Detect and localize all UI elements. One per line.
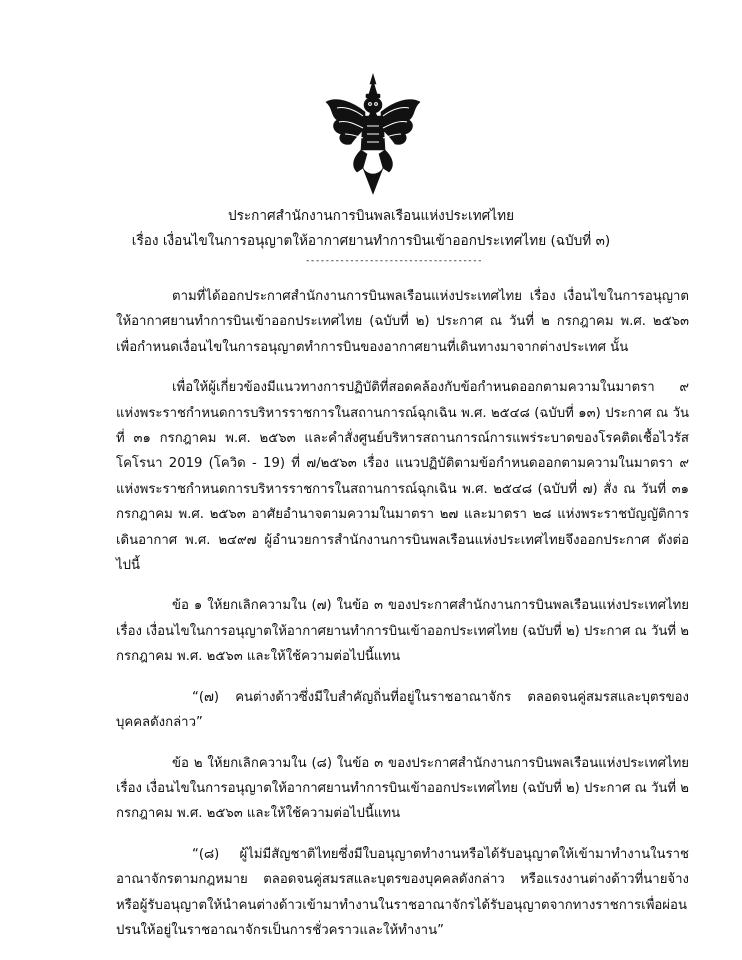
- document-title: ประกาศสำนักงานการบินพลเรือนแห่งประเทศไทย: [227, 208, 515, 224]
- document-body: [116, 284, 689, 958]
- header-block: [0, 204, 742, 254]
- clause-2: ข้อ ๒ ให้ยกเลิกความใน (๘) ในข้อ ๓ ของประกาศสำนักงานการบินพลเรือนแห่งประเทศไทย เรื่อง เงื่อนไขในการอนุญาตให้อากาศยานทำการบินเข้าออกประเทศไทย (ฉบับที่ ๒) ประกาศ ณ วันที่ ๒ กรกฎาคม พ.ศ. ๒๕๖๓ และให้ใช้ความต่อไปนี้แทน: [116, 755, 689, 822]
- title-divider: ------------------------------------: [305, 256, 483, 266]
- clause-1-quote: “(๗) คนต่างด้าวซึ่งมีใบสำคัญถิ่นที่อยู่ในราชอาณาจักร ตลอดจนคู่สมรสและบุตรของบุคคลดังกล่าว”: [116, 689, 689, 731]
- garuda-emblem-icon: [323, 72, 423, 196]
- clause-1: ข้อ ๑ ให้ยกเลิกความใน (๗) ในข้อ ๓ ของประกาศสำนักงานการบินพลเรือนแห่งประเทศไทย เรื่อง เงื่อนไขในการอนุญาตให้อากาศยานทำการบินเข้าออกประเทศไทย (ฉบับที่ ๒) ประกาศ ณ วันที่ ๒ กรกฎาคม พ.ศ. ๒๕๖๓ และให้ใช้ความต่อไปนี้แทน: [116, 598, 689, 665]
- clause-2-quote: “(๘) ผู้ไม่มีสัญชาติไทยซึ่งมีใบอนุญาตทำงานหรือได้รับอนุญาตให้เข้ามาทำงานในราชอาณาจักรตามกฎหมาย ตลอดจนคู่สมรสและบุตรของบุคคลดังกล่าว หรือแรงงานต่างด้าวที่นายจ้างหรือผู้รับอนุญาตให้นำคนต่างด้าวเข้ามาทำงานในราชอาณาจักรได้รับอนุญาตจากทางราชการเพื่อผ่อนปรนให้อยู่ในราชอาณาจักรเป็นการชั่วคราวและให้ทำงาน”: [116, 846, 689, 938]
- paragraph-authority: เพื่อให้ผู้เกี่ยวข้องมีแนวทางการปฏิบัติที่สอดคล้องกับข้อกำหนดออกตามความในมาตรา ๙ แห่งพระราชกำหนดการบริหารราชการในสถานการณ์ฉุกเฉิน พ.ศ. ๒๕๔๘ (ฉบับที่ ๑๓) ประกาศ ณ วันที่ ๓๑ กรกฎาคม พ.ศ. ๒๕๖๓ และคำสั่งศูนย์บริหารสถานการณ์การแพร่ระบาดของโรคติดเชื้อไวรัสโคโรนา 2019 (โควิด - 19) ที่ ๗/๒๕๖๓ เรื่อง แนวปฏิบัติตามข้อกำหนดออกตามความในมาตรา ๙ แห่งพระราชกำหนดการบริหารราชการในสถานการณ์ฉุกเฉิน พ.ศ. ๒๕๔๘ (ฉบับที่ ๗) สั่ง ณ วันที่ ๓๑ กรกฎาคม พ.ศ. ๒๕๖๓ อาศัยอำนาจตามความในมาตรา ๒๗ และมาตรา ๒๘ แห่งพระราชบัญญัติการเดินอากาศ พ.ศ. ๒๔๙๗ ผู้อำนวยการสำนักงานการบินพลเรือนแห่งประเทศไทยจึงออกประกาศ ดังต่อไปนี้: [116, 380, 689, 574]
- document-subject: เรื่อง เงื่อนไขในการอนุญาตให้อากาศยานทำการบินเข้าออกประเทศไทย (ฉบับที่ ๓): [131, 233, 611, 249]
- paragraph-preamble: ตามที่ได้ออกประกาศสำนักงานการบินพลเรือนแห่งประเทศไทย เรื่อง เงื่อนไขในการอนุญาตให้อากาศยานทำการบินเข้าออกประเทศไทย (ฉบับที่ ๒) ประกาศ ณ วันที่ ๒ กรกฎาคม พ.ศ. ๒๕๖๓ เพื่อกำหนดเงื่อนไขในการอนุญาตทำการบินของอากาศยานที่เดินทางมาจากต่างประเทศ นั้น: [116, 289, 689, 355]
